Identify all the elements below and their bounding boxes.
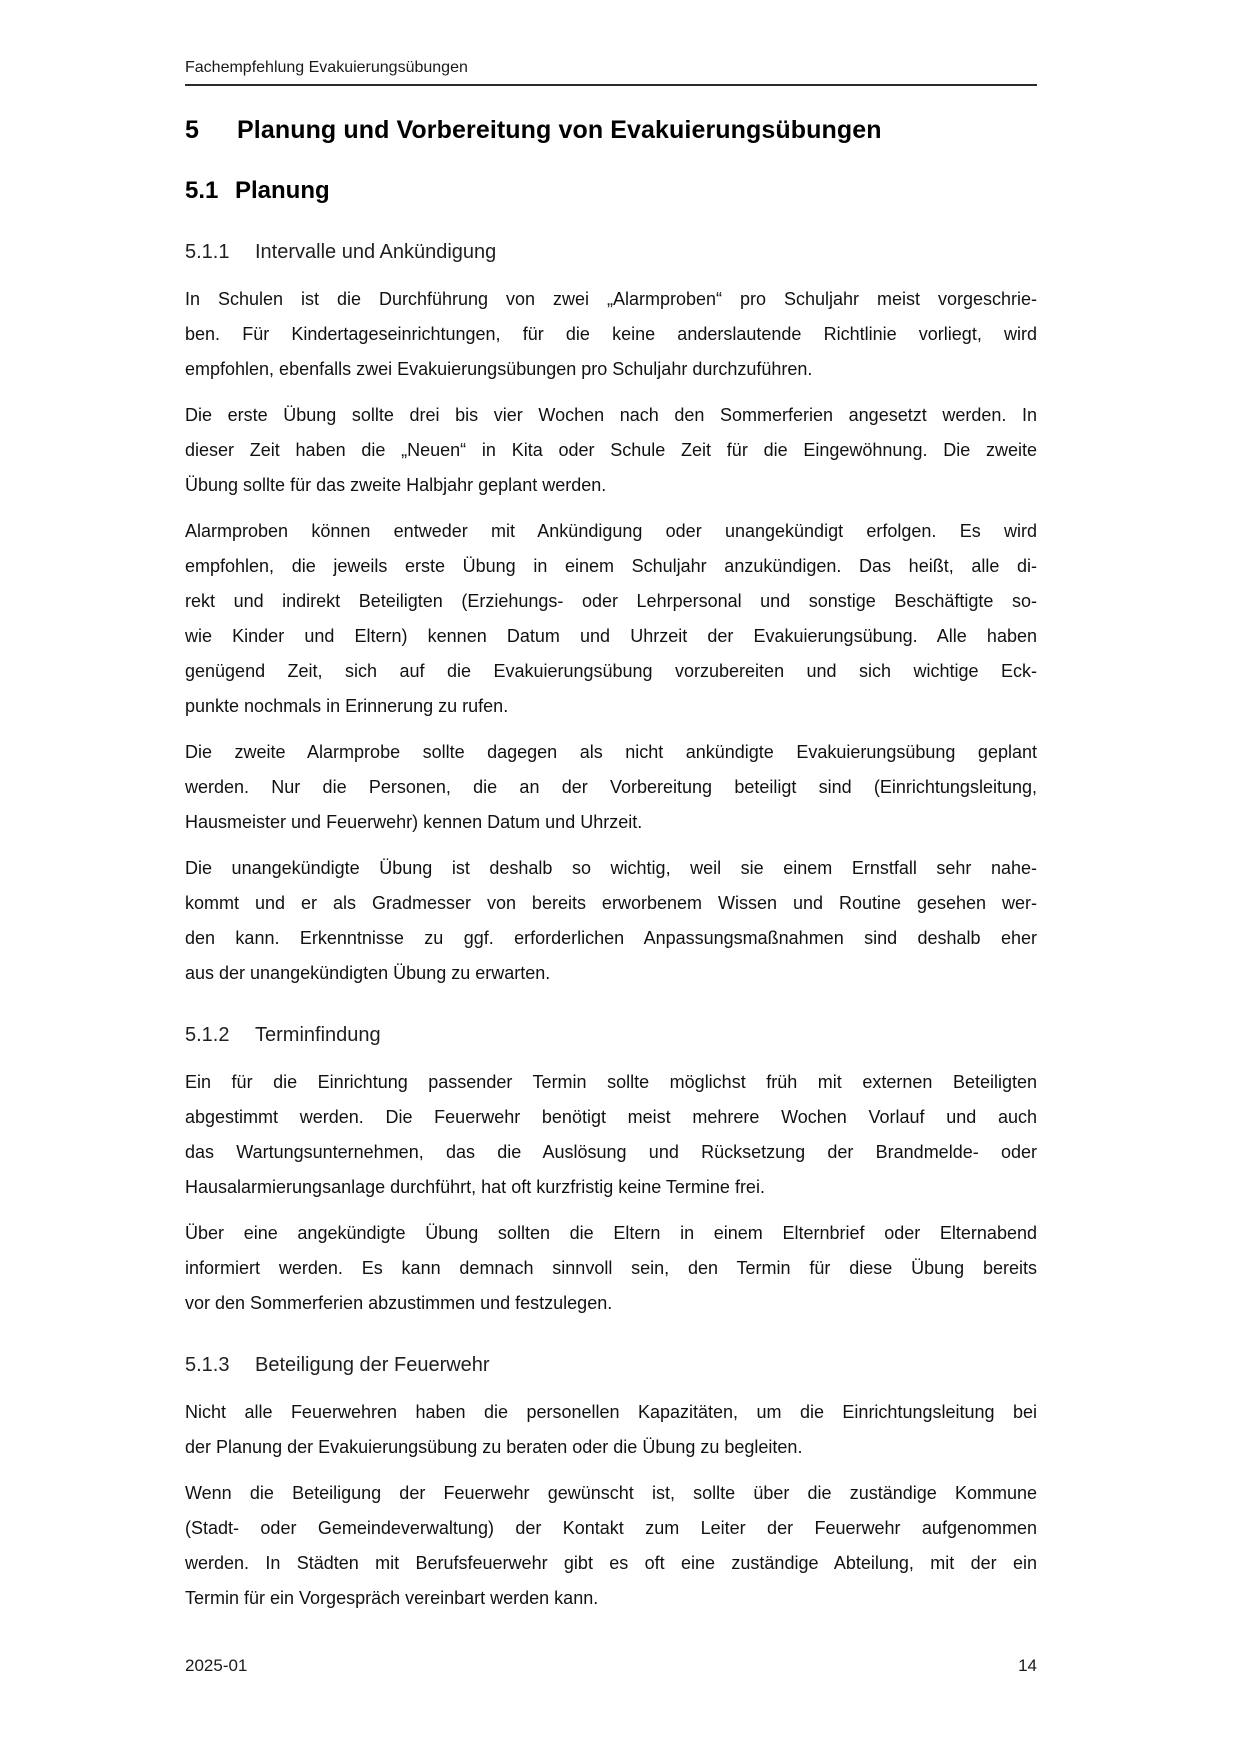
section-number: 5.1 <box>185 177 219 204</box>
subsection-number: 5.1.2 <box>185 1024 230 1046</box>
document-page <box>185 0 1037 1627</box>
subsection-title: Beteiligung der Feuerwehr <box>255 1354 490 1376</box>
subsection-title: Terminfindung <box>255 1024 381 1046</box>
page-footer <box>185 1655 1037 1677</box>
chapter-heading <box>185 112 1037 148</box>
section-title: Planung <box>235 177 330 204</box>
subsection-title: Intervalle und Ankündigung <box>255 241 497 263</box>
paragraph: Wenn die Beteiligung der Feuerwehr gewünscht ist, sollte über die zuständige Kommune (Stadt- oder Gemeindeverwaltung) der Kontakt zum Leiter der Feuerwehr aufgenommen werden. In Städten mit Berufsfeuerwehr gibt es oft eine zuständige Abteilung, mit der ein Termin für ein Vorgespräch vereinbart werden kann. <box>185 1483 1037 1608</box>
header-rule <box>185 84 1037 86</box>
paragraph: Über eine angekündigte Übung sollten die Eltern in einem Elternbrief oder Elternabend informiert werden. Es kann demnach sinnvoll sein, den Termin für diese Übung bereits vor den Sommerferien abzustimmen und festzulegen. <box>185 1223 1037 1313</box>
page-header <box>185 58 1037 78</box>
subsection-5-1-2 <box>185 1021 1037 1321</box>
chapter-number: 5 <box>185 116 200 144</box>
chapter-title: Planung und Vorbereitung von Evakuierungsübungen <box>237 116 882 144</box>
footer-date: 2025-01 <box>185 1656 248 1675</box>
subsection-heading <box>185 238 1037 266</box>
subsection-heading <box>185 1021 1037 1049</box>
paragraph: Die unangekündigte Übung ist deshalb so wichtig, weil sie einem Ernstfall sehr nahe- kommt und er als Gradmesser von bereits erworbenem Wissen und Routine gesehen wer- den kann. Erkenntnisse zu ggf. erforderlichen Anpassungsmaßnahmen sind deshalb eher aus der unangekündigten Übung zu erwarten. <box>185 858 1037 983</box>
paragraph: Alarmproben können entweder mit Ankündigung oder unangekündigt erfolgen. Es wird empfohlen, die jeweils erste Übung in einem Schuljahr anzukündigen. Das heißt, alle di- rekt und indirekt Beteiligten (Erziehungs- oder Lehrpersonal und sonstige Beschäftigte so- wie Kinder und Eltern) kennen Datum und Uhrzeit der Evakuierungsübung. Alle haben genügend Zeit, sich auf die Evakuierungsübung vorzubereiten und sich wichtige Eck- punkte nochmals in Erinnerung zu rufen. <box>185 521 1037 716</box>
paragraph: Die erste Übung sollte drei bis vier Wochen nach den Sommerferien angesetzt werden. In dieser Zeit haben die „Neuen“ in Kita oder Schule Zeit für die Eingewöhnung. Die zweite Übung sollte für das zweite Halbjahr geplant werden. <box>185 405 1037 495</box>
subsection-5-1-1 <box>185 238 1037 991</box>
paragraph: Nicht alle Feuerwehren haben die personellen Kapazitäten, um die Einrichtungsleitung bei der Planung der Evakuierungsübung zu beraten oder die Übung zu begleiten. <box>185 1402 1037 1457</box>
paragraph: In Schulen ist die Durchführung von zwei „Alarmproben“ pro Schuljahr meist vorgeschrie- ben. Für Kindertageseinrichtungen, für die keine anderslautende Richtlinie vorliegt, wird empfohlen, ebenfalls zwei Evakuierungsübungen pro Schuljahr durchzuführen. <box>185 289 1037 379</box>
page-header-title: Fachempfehlung Evakuierungsübungen <box>185 59 468 76</box>
subsection-number: 5.1.1 <box>185 241 230 263</box>
section-heading <box>185 174 1037 208</box>
paragraph: Die zweite Alarmprobe sollte dagegen als nicht ankündigte Evakuierungsübung geplant werden. Nur die Personen, die an der Vorbereitung beteiligt sind (Einrichtungsleitung, Hausmeister und Feuerwehr) kennen Datum und Uhrzeit. <box>185 742 1037 832</box>
subsection-number: 5.1.3 <box>185 1354 230 1376</box>
subsection-heading <box>185 1351 1037 1379</box>
footer-page-number: 14 <box>1018 1656 1037 1675</box>
paragraph: Ein für die Einrichtung passender Termin sollte möglichst früh mit externen Beteiligten abgestimmt werden. Die Feuerwehr benötigt meist mehrere Wochen Vorlauf und auch das Wartungsunternehmen, das die Auslösung und Rücksetzung der Brandmelde- oder Hausalarmierungsanlage durchführt, hat oft kurzfristig keine Termine frei. <box>185 1072 1037 1197</box>
subsection-5-1-3 <box>185 1351 1037 1616</box>
